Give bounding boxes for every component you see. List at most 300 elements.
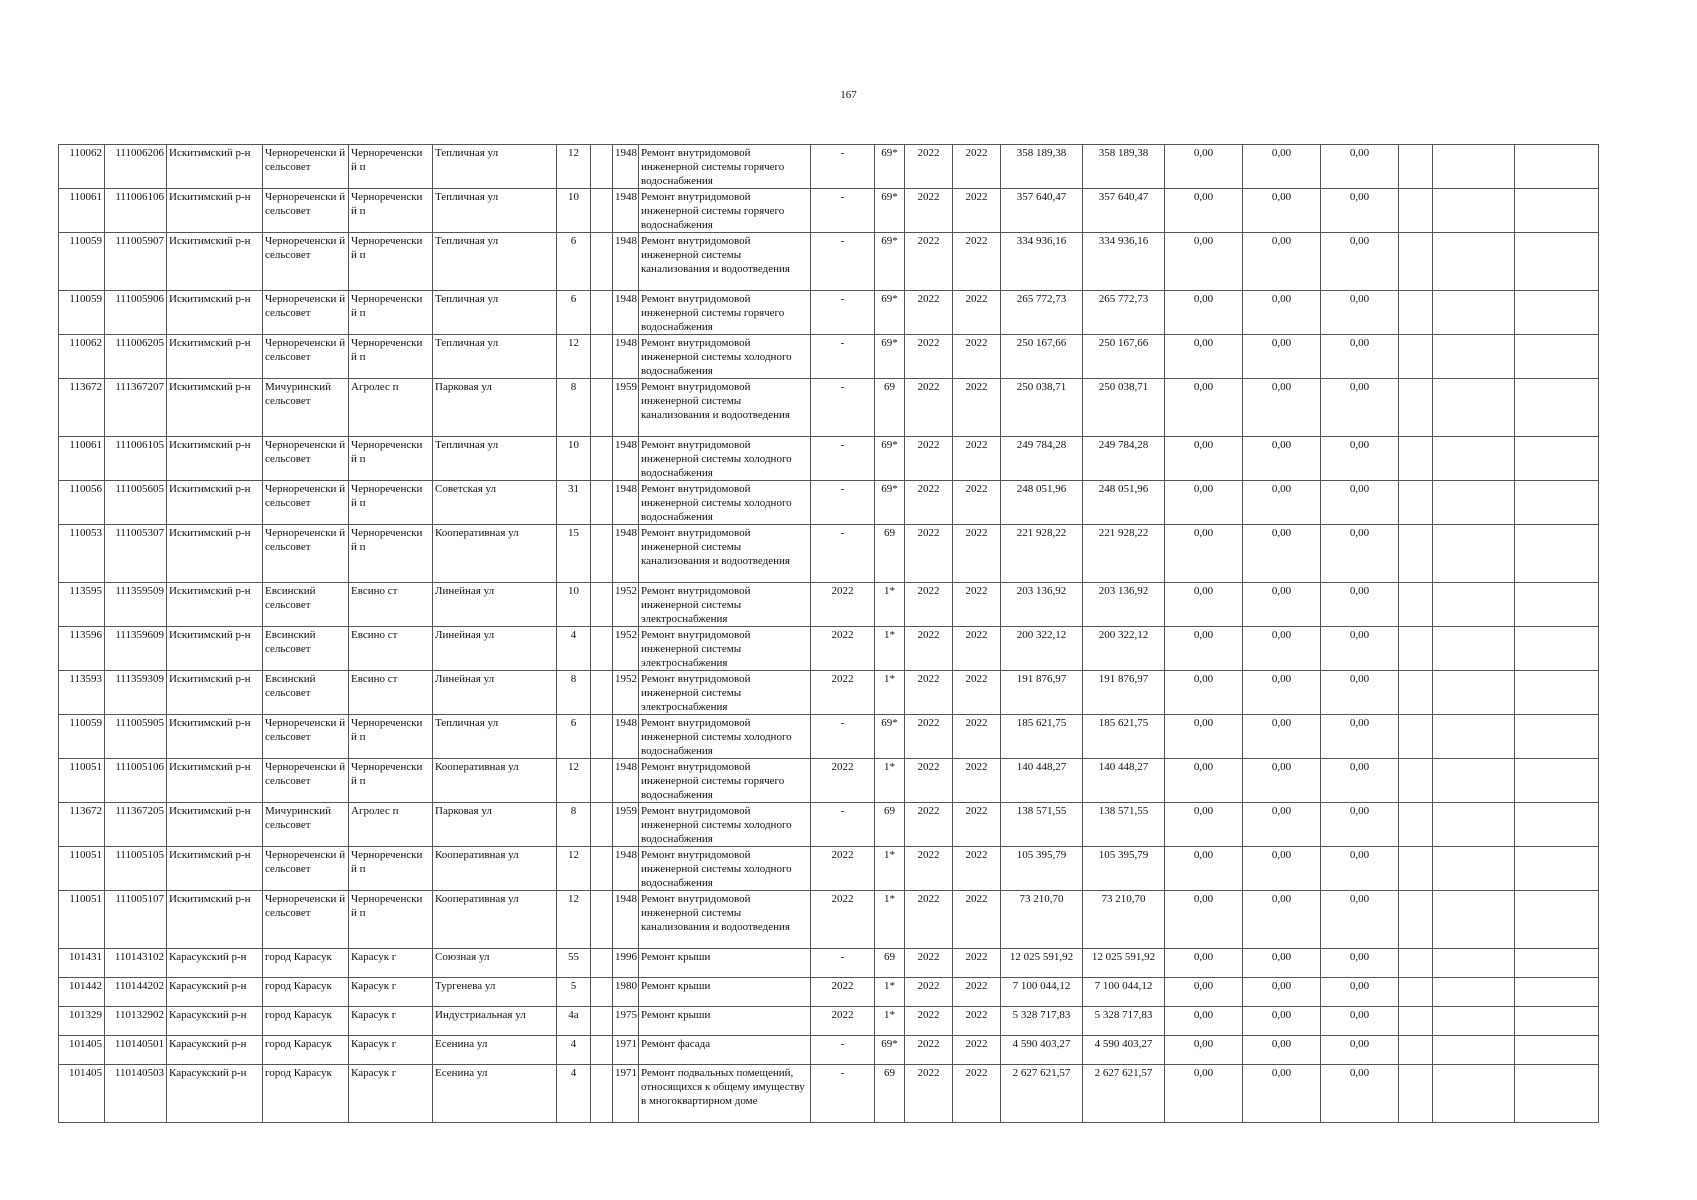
district-cell: Искитимский р-н — [167, 233, 263, 291]
house-number-cell: 6 — [557, 233, 591, 291]
plan-year-start-cell: 2022 — [905, 189, 953, 233]
budget-cost-1-cell: 0,00 — [1165, 1036, 1243, 1065]
work-type-cell: Ремонт внутридомовой инженерной системы горячего водоснабжения — [639, 291, 811, 335]
settlement-cell: Агролес п — [349, 803, 433, 847]
budget-cost-3-cell: 0,00 — [1321, 583, 1399, 627]
empty-cell — [1399, 715, 1433, 759]
budget-cost-1-cell: 0,00 — [1165, 949, 1243, 978]
table-row — [59, 437, 1599, 481]
budget-cost-3-cell: 0,00 — [1321, 525, 1399, 583]
work-type-cell: Ремонт внутридомовой инженерной системы канализования и водоотведения — [639, 891, 811, 949]
plan-year-end-cell: 2022 — [953, 1065, 1001, 1123]
street-cell: Тепличная ул — [433, 437, 557, 481]
house-number-cell: 4 — [557, 627, 591, 671]
table-row — [59, 189, 1599, 233]
wear-percent-cell: 1* — [875, 671, 905, 715]
empty-cell — [591, 627, 613, 671]
house-number-cell: 10 — [557, 437, 591, 481]
budget-cost-1-cell: 0,00 — [1165, 481, 1243, 525]
table-row — [59, 1036, 1599, 1065]
row-id: 110051 — [59, 759, 105, 803]
plan-year-end-cell: 2022 — [953, 145, 1001, 189]
plan-year-end-cell: 2022 — [953, 891, 1001, 949]
table-row — [59, 335, 1599, 379]
table-row — [59, 978, 1599, 1007]
empty-cell — [1433, 437, 1515, 481]
empty-cell — [1399, 233, 1433, 291]
budget-cost-3-cell: 0,00 — [1321, 379, 1399, 437]
house-number-cell: 6 — [557, 291, 591, 335]
wear-percent-cell: 69 — [875, 1065, 905, 1123]
table-row — [59, 379, 1599, 437]
wear-percent-cell: 69* — [875, 481, 905, 525]
empty-cell — [1515, 379, 1599, 437]
work-type-cell: Ремонт внутридомовой инженерной системы электроснабжения — [639, 583, 811, 627]
district-cell: Искитимский р-н — [167, 481, 263, 525]
budget-cost-2-cell: 0,00 — [1243, 1065, 1321, 1123]
empty-cell — [1433, 671, 1515, 715]
plan-year-end-cell: 2022 — [953, 847, 1001, 891]
build-year-cell: 1975 — [613, 1007, 639, 1036]
table-row — [59, 891, 1599, 949]
total-cost-cell: 138 571,55 — [1001, 803, 1083, 847]
inspection-year-cell: - — [811, 233, 875, 291]
district-cell: Искитимский р-н — [167, 715, 263, 759]
empty-cell — [1515, 759, 1599, 803]
work-type-cell: Ремонт внутридомовой инженерной системы холодного водоснабжения — [639, 437, 811, 481]
empty-cell — [591, 583, 613, 627]
empty-cell — [1399, 978, 1433, 1007]
empty-cell — [1399, 379, 1433, 437]
object-code: 111367205 — [105, 803, 167, 847]
street-cell: Линейная ул — [433, 627, 557, 671]
build-year-cell: 1948 — [613, 891, 639, 949]
empty-cell — [1399, 847, 1433, 891]
fund-cost-cell: 265 772,73 — [1083, 291, 1165, 335]
wear-percent-cell: 1* — [875, 891, 905, 949]
row-id: 113672 — [59, 803, 105, 847]
row-id: 110062 — [59, 145, 105, 189]
empty-cell — [1399, 1007, 1433, 1036]
wear-percent-cell: 69* — [875, 291, 905, 335]
work-type-cell: Ремонт внутридомовой инженерной системы горячего водоснабжения — [639, 759, 811, 803]
plan-year-start-cell: 2022 — [905, 671, 953, 715]
wear-percent-cell: 1* — [875, 847, 905, 891]
district-cell: Искитимский р-н — [167, 583, 263, 627]
street-cell: Тепличная ул — [433, 145, 557, 189]
empty-cell — [1433, 189, 1515, 233]
empty-cell — [1433, 715, 1515, 759]
table-row — [59, 481, 1599, 525]
house-number-cell: 4 — [557, 1065, 591, 1123]
total-cost-cell: 73 210,70 — [1001, 891, 1083, 949]
empty-cell — [1515, 627, 1599, 671]
fund-cost-cell: 250 038,71 — [1083, 379, 1165, 437]
empty-cell — [591, 671, 613, 715]
empty-cell — [1515, 671, 1599, 715]
district-cell: Карасукский р-н — [167, 1065, 263, 1123]
street-cell: Индустриальная ул — [433, 1007, 557, 1036]
plan-year-end-cell: 2022 — [953, 189, 1001, 233]
district-cell: Искитимский р-н — [167, 437, 263, 481]
empty-cell — [1433, 1007, 1515, 1036]
build-year-cell: 1952 — [613, 671, 639, 715]
budget-cost-1-cell: 0,00 — [1165, 671, 1243, 715]
budget-cost-3-cell: 0,00 — [1321, 978, 1399, 1007]
budget-cost-3-cell: 0,00 — [1321, 145, 1399, 189]
row-id: 110056 — [59, 481, 105, 525]
inspection-year-cell: 2022 — [811, 1007, 875, 1036]
settlement-cell: Чернореченски й п — [349, 233, 433, 291]
object-code: 111006105 — [105, 437, 167, 481]
empty-cell — [1515, 189, 1599, 233]
plan-year-start-cell: 2022 — [905, 949, 953, 978]
budget-cost-2-cell: 0,00 — [1243, 233, 1321, 291]
build-year-cell: 1948 — [613, 145, 639, 189]
municipality-cell: Евсинский сельсовет — [263, 671, 349, 715]
total-cost-cell: 221 928,22 — [1001, 525, 1083, 583]
work-type-cell: Ремонт внутридомовой инженерной системы холодного водоснабжения — [639, 335, 811, 379]
object-code: 111005105 — [105, 847, 167, 891]
total-cost-cell: 358 189,38 — [1001, 145, 1083, 189]
wear-percent-cell: 69* — [875, 715, 905, 759]
district-cell: Искитимский р-н — [167, 189, 263, 233]
object-code: 111005106 — [105, 759, 167, 803]
budget-cost-3-cell: 0,00 — [1321, 1007, 1399, 1036]
object-code: 110140503 — [105, 1065, 167, 1123]
work-type-cell: Ремонт внутридомовой инженерной системы канализования и водоотведения — [639, 525, 811, 583]
settlement-cell: Карасук г — [349, 1065, 433, 1123]
settlement-cell: Агролес п — [349, 379, 433, 437]
fund-cost-cell: 249 784,28 — [1083, 437, 1165, 481]
settlement-cell: Чернореченски й п — [349, 481, 433, 525]
empty-cell — [1433, 525, 1515, 583]
budget-cost-2-cell: 0,00 — [1243, 1036, 1321, 1065]
empty-cell — [1399, 891, 1433, 949]
work-type-cell: Ремонт внутридомовой инженерной системы горячего водоснабжения — [639, 145, 811, 189]
street-cell: Есенина ул — [433, 1036, 557, 1065]
plan-year-end-cell: 2022 — [953, 627, 1001, 671]
inspection-year-cell: 2022 — [811, 891, 875, 949]
empty-cell — [1515, 145, 1599, 189]
plan-year-end-cell: 2022 — [953, 759, 1001, 803]
empty-cell — [1515, 291, 1599, 335]
budget-cost-3-cell: 0,00 — [1321, 1036, 1399, 1065]
budget-cost-1-cell: 0,00 — [1165, 583, 1243, 627]
house-number-cell: 12 — [557, 335, 591, 379]
empty-cell — [591, 525, 613, 583]
inspection-year-cell: - — [811, 189, 875, 233]
plan-year-start-cell: 2022 — [905, 759, 953, 803]
total-cost-cell: 140 448,27 — [1001, 759, 1083, 803]
budget-cost-2-cell: 0,00 — [1243, 847, 1321, 891]
settlement-cell: Чернореченски й п — [349, 847, 433, 891]
plan-year-end-cell: 2022 — [953, 291, 1001, 335]
street-cell: Тепличная ул — [433, 291, 557, 335]
empty-cell — [1515, 1007, 1599, 1036]
inspection-year-cell: - — [811, 1036, 875, 1065]
street-cell: Кооперативная ул — [433, 525, 557, 583]
row-id: 113596 — [59, 627, 105, 671]
total-cost-cell: 7 100 044,12 — [1001, 978, 1083, 1007]
plan-year-start-cell: 2022 — [905, 847, 953, 891]
district-cell: Искитимский р-н — [167, 525, 263, 583]
budget-cost-3-cell: 0,00 — [1321, 233, 1399, 291]
row-id: 101431 — [59, 949, 105, 978]
district-cell: Искитимский р-н — [167, 291, 263, 335]
district-cell: Искитимский р-н — [167, 891, 263, 949]
fund-cost-cell: 203 136,92 — [1083, 583, 1165, 627]
plan-year-start-cell: 2022 — [905, 233, 953, 291]
empty-cell — [1433, 145, 1515, 189]
build-year-cell: 1948 — [613, 525, 639, 583]
empty-cell — [1433, 291, 1515, 335]
inspection-year-cell: - — [811, 715, 875, 759]
budget-cost-2-cell: 0,00 — [1243, 1007, 1321, 1036]
build-year-cell: 1959 — [613, 379, 639, 437]
district-cell: Искитимский р-н — [167, 145, 263, 189]
plan-year-start-cell: 2022 — [905, 1007, 953, 1036]
municipality-cell: Чернореченски й сельсовет — [263, 233, 349, 291]
inspection-year-cell: - — [811, 335, 875, 379]
house-number-cell: 12 — [557, 891, 591, 949]
table-row — [59, 715, 1599, 759]
municipality-cell: город Карасук — [263, 1065, 349, 1123]
object-code: 110140501 — [105, 1036, 167, 1065]
empty-cell — [591, 233, 613, 291]
row-id: 110059 — [59, 291, 105, 335]
row-id: 110061 — [59, 189, 105, 233]
budget-cost-2-cell: 0,00 — [1243, 978, 1321, 1007]
house-number-cell: 8 — [557, 803, 591, 847]
empty-cell — [1433, 978, 1515, 1007]
empty-cell — [591, 1007, 613, 1036]
work-type-cell: Ремонт внутридомовой инженерной системы канализования и водоотведения — [639, 379, 811, 437]
empty-cell — [591, 481, 613, 525]
total-cost-cell: 5 328 717,83 — [1001, 1007, 1083, 1036]
row-id: 101405 — [59, 1036, 105, 1065]
page-number: 167 — [840, 89, 857, 101]
plan-year-start-cell: 2022 — [905, 1036, 953, 1065]
build-year-cell: 1971 — [613, 1036, 639, 1065]
street-cell: Тепличная ул — [433, 233, 557, 291]
district-cell: Карасукский р-н — [167, 978, 263, 1007]
table-row — [59, 291, 1599, 335]
inspection-year-cell: 2022 — [811, 759, 875, 803]
work-type-cell: Ремонт крыши — [639, 949, 811, 978]
empty-cell — [1515, 1036, 1599, 1065]
inspection-year-cell: - — [811, 145, 875, 189]
municipality-cell: Чернореченски й сельсовет — [263, 437, 349, 481]
empty-cell — [1433, 233, 1515, 291]
fund-cost-cell: 185 621,75 — [1083, 715, 1165, 759]
settlement-cell: Карасук г — [349, 1007, 433, 1036]
build-year-cell: 1948 — [613, 481, 639, 525]
street-cell: Советская ул — [433, 481, 557, 525]
municipality-cell: Мичуринский сельсовет — [263, 379, 349, 437]
inspection-year-cell: - — [811, 437, 875, 481]
plan-year-end-cell: 2022 — [953, 233, 1001, 291]
empty-cell — [1399, 671, 1433, 715]
plan-year-end-cell: 2022 — [953, 671, 1001, 715]
build-year-cell: 1948 — [613, 233, 639, 291]
budget-cost-1-cell: 0,00 — [1165, 189, 1243, 233]
budget-cost-1-cell: 0,00 — [1165, 1065, 1243, 1123]
budget-cost-3-cell: 0,00 — [1321, 715, 1399, 759]
plan-year-end-cell: 2022 — [953, 379, 1001, 437]
plan-year-end-cell: 2022 — [953, 335, 1001, 379]
budget-cost-3-cell: 0,00 — [1321, 847, 1399, 891]
municipality-cell: Чернореченски й сельсовет — [263, 189, 349, 233]
empty-cell — [1399, 291, 1433, 335]
empty-cell — [1433, 627, 1515, 671]
empty-cell — [1433, 803, 1515, 847]
inspection-year-cell: - — [811, 525, 875, 583]
work-type-cell: Ремонт фасада — [639, 1036, 811, 1065]
row-id: 113672 — [59, 379, 105, 437]
district-cell: Искитимский р-н — [167, 759, 263, 803]
empty-cell — [1433, 949, 1515, 978]
empty-cell — [591, 891, 613, 949]
empty-cell — [1399, 1065, 1433, 1123]
empty-cell — [1399, 145, 1433, 189]
plan-year-start-cell: 2022 — [905, 291, 953, 335]
empty-cell — [591, 379, 613, 437]
fund-cost-cell: 358 189,38 — [1083, 145, 1165, 189]
budget-cost-2-cell: 0,00 — [1243, 437, 1321, 481]
house-number-cell: 12 — [557, 145, 591, 189]
budget-cost-2-cell: 0,00 — [1243, 803, 1321, 847]
empty-cell — [1399, 803, 1433, 847]
object-code: 111005107 — [105, 891, 167, 949]
budget-cost-2-cell: 0,00 — [1243, 891, 1321, 949]
settlement-cell: Чернореченски й п — [349, 189, 433, 233]
inspection-year-cell: - — [811, 481, 875, 525]
build-year-cell: 1952 — [613, 583, 639, 627]
empty-cell — [1515, 525, 1599, 583]
work-type-cell: Ремонт внутридомовой инженерной системы холодного водоснабжения — [639, 847, 811, 891]
budget-cost-2-cell: 0,00 — [1243, 379, 1321, 437]
fund-cost-cell: 138 571,55 — [1083, 803, 1165, 847]
work-type-cell: Ремонт внутридомовой инженерной системы холодного водоснабжения — [639, 481, 811, 525]
table-row — [59, 233, 1599, 291]
municipality-cell: Чернореченски й сельсовет — [263, 891, 349, 949]
empty-cell — [591, 978, 613, 1007]
budget-cost-3-cell: 0,00 — [1321, 891, 1399, 949]
empty-cell — [1433, 891, 1515, 949]
empty-cell — [591, 715, 613, 759]
row-id: 113593 — [59, 671, 105, 715]
plan-year-end-cell: 2022 — [953, 949, 1001, 978]
municipality-cell: Чернореченски й сельсовет — [263, 715, 349, 759]
empty-cell — [1399, 335, 1433, 379]
plan-year-end-cell: 2022 — [953, 1036, 1001, 1065]
empty-cell — [1399, 949, 1433, 978]
municipality-cell: Мичуринский сельсовет — [263, 803, 349, 847]
plan-year-start-cell: 2022 — [905, 335, 953, 379]
fund-cost-cell: 357 640,47 — [1083, 189, 1165, 233]
budget-cost-1-cell: 0,00 — [1165, 233, 1243, 291]
total-cost-cell: 191 876,97 — [1001, 671, 1083, 715]
row-id: 113595 — [59, 583, 105, 627]
inspection-year-cell: 2022 — [811, 583, 875, 627]
budget-cost-1-cell: 0,00 — [1165, 978, 1243, 1007]
municipality-cell: Чернореченски й сельсовет — [263, 847, 349, 891]
work-type-cell: Ремонт внутридомовой инженерной системы холодного водоснабжения — [639, 715, 811, 759]
total-cost-cell: 250 167,66 — [1001, 335, 1083, 379]
municipality-cell: Чернореченски й сельсовет — [263, 335, 349, 379]
district-cell: Искитимский р-н — [167, 671, 263, 715]
budget-cost-3-cell: 0,00 — [1321, 759, 1399, 803]
empty-cell — [1433, 759, 1515, 803]
settlement-cell: Чернореченски й п — [349, 715, 433, 759]
row-id: 110051 — [59, 847, 105, 891]
object-code: 111005906 — [105, 291, 167, 335]
fund-cost-cell: 221 928,22 — [1083, 525, 1165, 583]
table-row — [59, 759, 1599, 803]
budget-cost-1-cell: 0,00 — [1165, 335, 1243, 379]
fund-cost-cell: 191 876,97 — [1083, 671, 1165, 715]
object-code: 111359509 — [105, 583, 167, 627]
empty-cell — [1399, 583, 1433, 627]
budget-cost-2-cell: 0,00 — [1243, 189, 1321, 233]
house-number-cell: 12 — [557, 847, 591, 891]
total-cost-cell: 185 621,75 — [1001, 715, 1083, 759]
wear-percent-cell: 69* — [875, 189, 905, 233]
build-year-cell: 1948 — [613, 291, 639, 335]
build-year-cell: 1948 — [613, 759, 639, 803]
house-number-cell: 55 — [557, 949, 591, 978]
wear-percent-cell: 69 — [875, 525, 905, 583]
street-cell: Кооперативная ул — [433, 891, 557, 949]
street-cell: Тепличная ул — [433, 335, 557, 379]
total-cost-cell: 200 322,12 — [1001, 627, 1083, 671]
empty-cell — [1399, 437, 1433, 481]
row-id: 110059 — [59, 233, 105, 291]
district-cell: Карасукский р-н — [167, 1036, 263, 1065]
settlement-cell: Чернореченски й п — [349, 891, 433, 949]
inspection-year-cell: 2022 — [811, 847, 875, 891]
street-cell: Тургенева ул — [433, 978, 557, 1007]
row-id: 110061 — [59, 437, 105, 481]
build-year-cell: 1959 — [613, 803, 639, 847]
budget-cost-2-cell: 0,00 — [1243, 525, 1321, 583]
empty-cell — [1399, 481, 1433, 525]
house-number-cell: 15 — [557, 525, 591, 583]
work-type-cell: Ремонт внутридомовой инженерной системы электроснабжения — [639, 627, 811, 671]
table-row — [59, 803, 1599, 847]
empty-cell — [1399, 627, 1433, 671]
empty-cell — [1515, 1065, 1599, 1123]
total-cost-cell: 203 136,92 — [1001, 583, 1083, 627]
plan-year-start-cell: 2022 — [905, 891, 953, 949]
settlement-cell: Чернореченски й п — [349, 759, 433, 803]
house-number-cell: 5 — [557, 978, 591, 1007]
plan-year-start-cell: 2022 — [905, 437, 953, 481]
table-row — [59, 671, 1599, 715]
total-cost-cell: 12 025 591,92 — [1001, 949, 1083, 978]
budget-cost-3-cell: 0,00 — [1321, 189, 1399, 233]
row-id: 101405 — [59, 1065, 105, 1123]
house-number-cell: 31 — [557, 481, 591, 525]
object-code: 111005307 — [105, 525, 167, 583]
plan-year-start-cell: 2022 — [905, 583, 953, 627]
build-year-cell: 1980 — [613, 978, 639, 1007]
plan-year-end-cell: 2022 — [953, 525, 1001, 583]
wear-percent-cell: 69* — [875, 1036, 905, 1065]
settlement-cell: Евсино ст — [349, 583, 433, 627]
row-id: 110053 — [59, 525, 105, 583]
